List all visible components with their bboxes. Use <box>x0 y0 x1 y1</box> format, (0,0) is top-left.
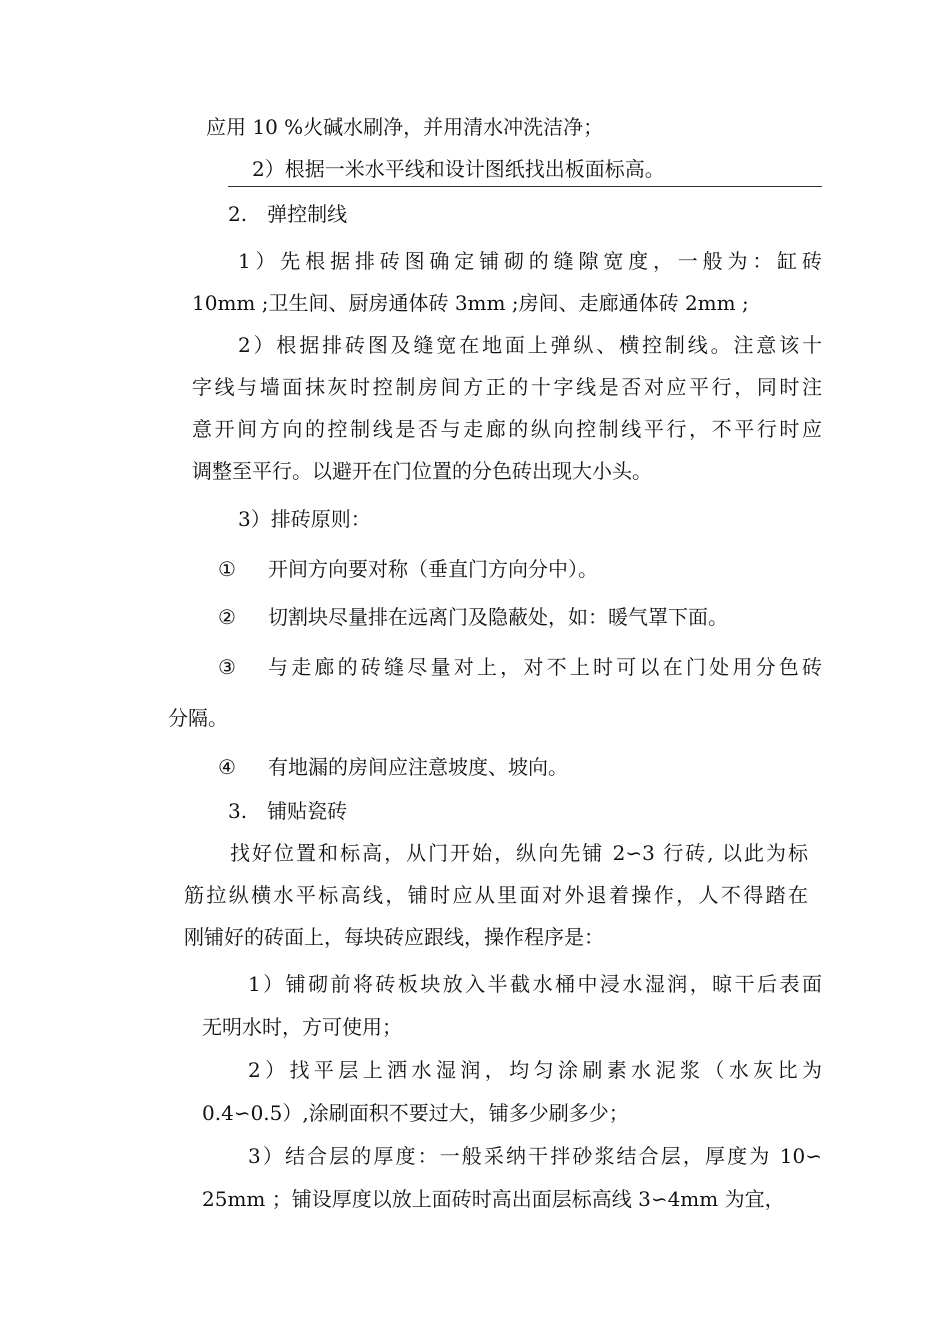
list-item: 开间方向要对称（垂直门方向分中）。 <box>268 557 598 581</box>
text-line: 10mm ;卫生间、厨房通体砖 3mm ;房间、走廊通体砖 2mm ; <box>192 291 749 315</box>
list-item: 切割块尽量排在远离门及隐蔽处，如：暖气罩下面。 <box>268 605 728 629</box>
list-marker: ① <box>218 557 236 581</box>
text-line: 1）铺砌前将砖板块放入半截水桶中浸水湿润，晾干后表面 <box>248 972 822 996</box>
horizontal-rule <box>228 186 822 187</box>
text-line: 意开间方向的控制线是否与走廊的纵向控制线平行，不平行时应 <box>192 417 822 441</box>
text-line: 3）结合层的厚度：一般采纳干拌砂浆结合层，厚度为 10∽ <box>248 1144 822 1168</box>
text-line: 2）找平层上洒水湿润，均匀涂刷素水泥浆（水灰比为 <box>248 1058 822 1082</box>
text-line: 无明水时，方可使用； <box>202 1015 402 1039</box>
text-line: 刚铺好的砖面上，每块砖应跟线，操作程序是： <box>184 925 604 949</box>
text-line: 分隔。 <box>168 706 228 730</box>
text-line: 3）排砖原则： <box>238 507 371 531</box>
section-heading: 2. 弹控制线 <box>228 202 348 226</box>
list-item: 有地漏的房间应注意坡度、坡向。 <box>268 755 568 779</box>
section-heading: 3. 铺贴瓷砖 <box>228 799 348 823</box>
text-line: 调整至平行。以避开在门位置的分色砖出现大小头。 <box>192 459 652 483</box>
list-item: 与走廊的砖缝尽量对上，对不上时可以在门处用分色砖 <box>268 655 822 679</box>
list-marker: ② <box>218 605 236 629</box>
text-line: 1）先根据排砖图确定铺砌的缝隙宽度，一般为：缸砖 <box>238 249 822 273</box>
list-marker: ④ <box>218 755 236 779</box>
text-line: 筋拉纵横水平标高线，铺时应从里面对外退着操作，人不得踏在 <box>184 883 808 907</box>
text-line: 0.4∽0.5）,涂刷面积不要过大，铺多少刷多少； <box>202 1101 629 1125</box>
text-line: 2）根据排砖图及缝宽在地面上弹纵、横控制线。注意该十 <box>238 333 822 357</box>
text-line: 2）根据一米水平线和设计图纸找出板面标高。 <box>252 157 665 181</box>
text-line: 25mm ；铺设厚度以放上面砖时高出面层标高线 3∽4mm 为宜， <box>202 1187 785 1211</box>
text-line: 找好位置和标高，从门开始，纵向先铺 2∽3 行砖, 以此为标 <box>230 841 808 865</box>
text-line: 应用 10 %火碱水刷净，并用清水冲洗洁净； <box>206 115 604 139</box>
text-line: 字线与墙面抹灰时控制房间方正的十字线是否对应平行，同时注 <box>192 375 822 399</box>
list-marker: ③ <box>218 655 236 679</box>
